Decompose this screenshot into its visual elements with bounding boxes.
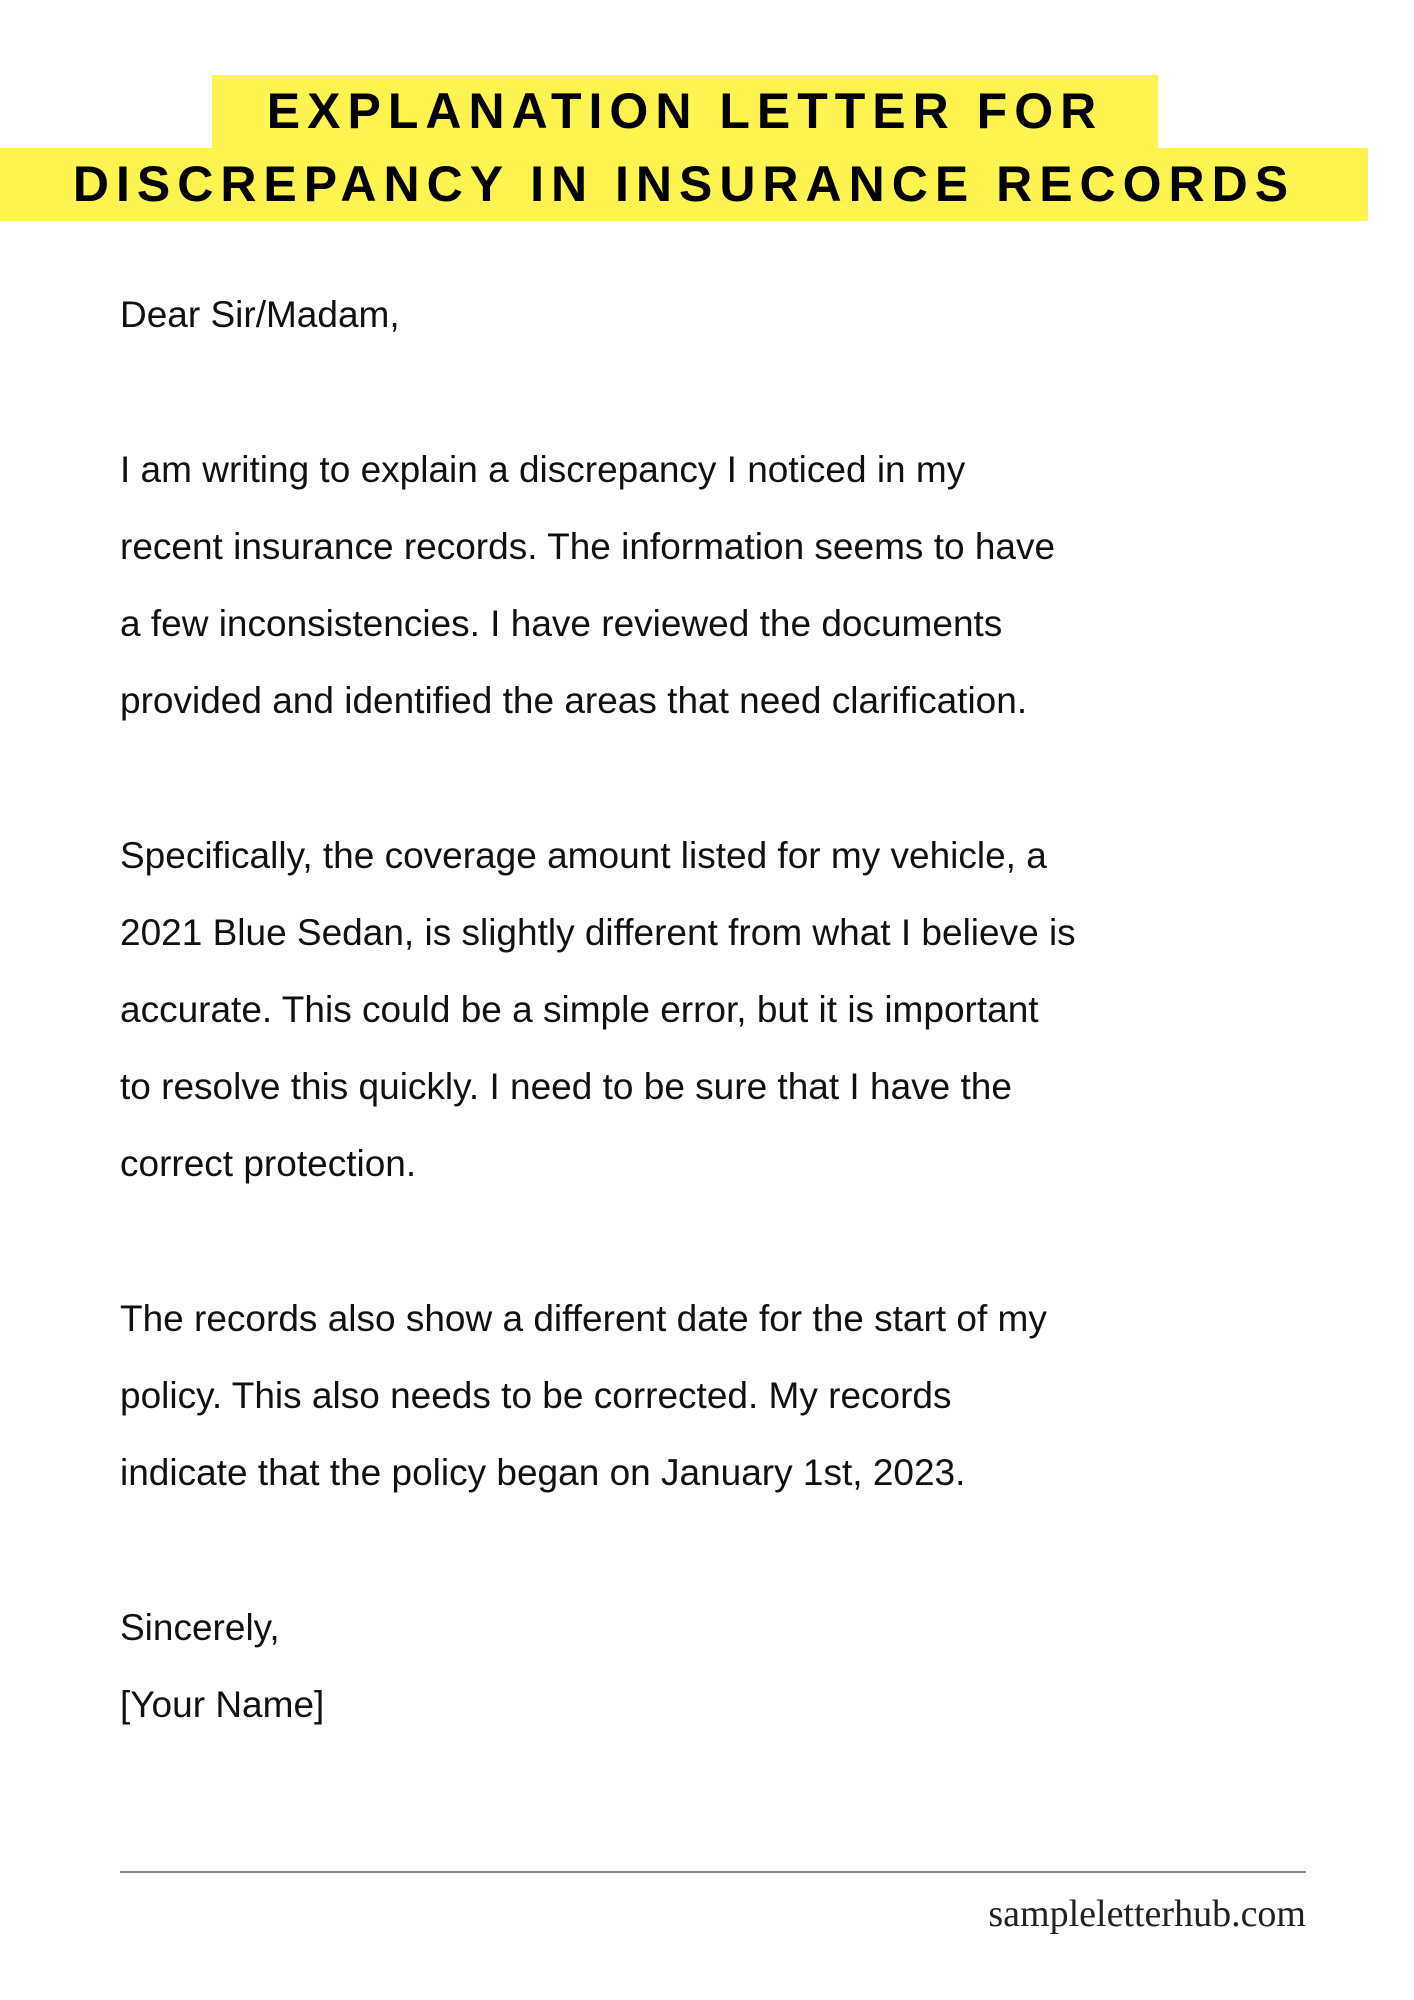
- paragraph-2-line: correct protection.: [120, 1143, 417, 1184]
- paragraph-3-line: indicate that the policy began on January 1st, 2023.: [120, 1452, 966, 1493]
- paragraph-2-line: to resolve this quickly. I need to be sure that I have the: [120, 1066, 1012, 1107]
- title-line-1: EXPLANATION LETTER FOR: [212, 75, 1158, 148]
- greeting: Dear Sir/Madam,: [120, 294, 400, 335]
- footer-site: sampleletterhub.com: [988, 1893, 1306, 1935]
- signature-placeholder: [Your Name]: [120, 1684, 325, 1725]
- paragraph-1-line: a few inconsistencies. I have reviewed the documents: [120, 603, 1003, 644]
- footer-divider: [120, 1871, 1306, 1873]
- closing: Sincerely,: [120, 1607, 280, 1648]
- paragraph-2-line: accurate. This could be a simple error, but it is important: [120, 989, 1039, 1030]
- paragraph-2-line: 2021 Blue Sedan, is slightly different from what I believe is: [120, 912, 1076, 953]
- paragraph-1-line: I am writing to explain a discrepancy I noticed in my: [120, 449, 966, 490]
- title-line-2: DISCREPANCY IN INSURANCE RECORDS: [0, 148, 1368, 221]
- paragraph-2-line: Specifically, the coverage amount listed for my vehicle, a: [120, 835, 1047, 876]
- paragraph-3-line: policy. This also needs to be corrected. My records: [120, 1375, 952, 1416]
- paragraph-1-line: recent insurance records. The information seems to have: [120, 526, 1056, 567]
- paragraph-3-line: The records also show a different date for the start of my: [120, 1298, 1047, 1339]
- paragraph-1-line: provided and identified the areas that need clarification.: [120, 680, 1028, 721]
